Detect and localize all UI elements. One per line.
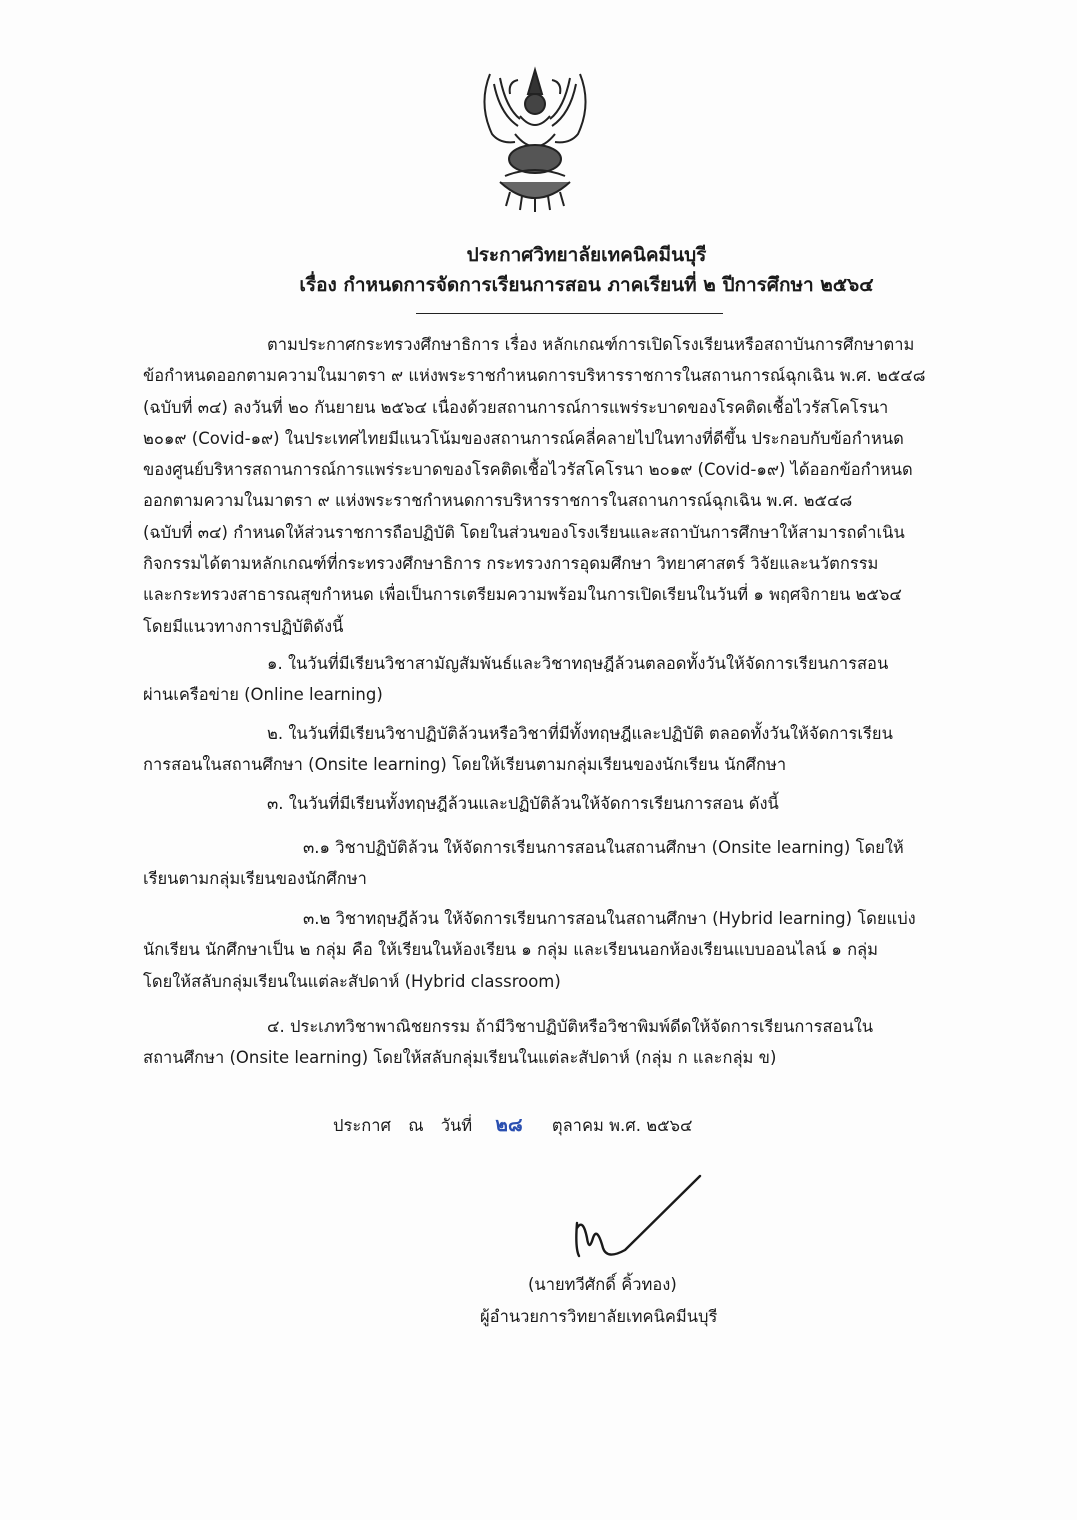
- text-line: สถานศึกษา (Onsite learning) โดยให้สลับกลุ่มเรียนในแต่ละสัปดาห์ (กลุ่ม ก และกลุ่ม ข): [143, 1048, 777, 1068]
- item-3-2: [143, 903, 948, 997]
- item-4: [143, 1011, 948, 1074]
- item-2: [143, 718, 948, 781]
- text-line: ออกตามความในมาตรา ๙ แห่งพระราชกำหนดการบริหารราชการในสถานการณ์ฉุกเฉิน พ.ศ. ๒๕๔๘: [143, 491, 853, 511]
- text-line: ๓.๒ วิชาทฤษฎีล้วน ให้จัดการเรียนการสอนในสถานศึกษา (Hybrid learning) โดยแบ่ง: [303, 909, 916, 928]
- signer-name: (นายทวีศักดิ์ คิ้วทอง): [528, 1275, 677, 1294]
- item-3: [143, 788, 948, 819]
- signer-position: ผู้อำนวยการวิทยาลัยเทคนิคมีนบุรี: [480, 1307, 718, 1326]
- document-title: ประกาศวิทยาลัยเทคนิคมีนบุรี: [466, 244, 707, 266]
- intro-paragraph: [143, 329, 948, 642]
- document-subject: เรื่อง กำหนดการจัดการเรียนการสอน ภาคเรียนที่ ๒ ปีการศึกษา ๒๕๖๔: [299, 274, 874, 296]
- date-at: ณ: [408, 1116, 424, 1135]
- text-line: (ฉบับที่ ๓๔) กำหนดให้ส่วนราชการถือปฏิบัติ โดยในส่วนของโรงเรียนและสถาบันการศึกษาให้สามารถดำเนิน: [143, 522, 905, 542]
- text-line: (ฉบับที่ ๓๔) ลงวันที่ ๒๐ กันยายน ๒๕๖๔ เนื่องด้วยสถานการณ์การแพร่ระบาดของโรคติดเชื้อไวรัสโคโรนา: [143, 397, 889, 417]
- signature-icon: [565, 1168, 705, 1268]
- text-line: การสอนในสถานศึกษา (Onsite learning) โดยให้เรียนตามกลุ่มเรียนของนักเรียน นักศึกษา: [143, 755, 787, 775]
- text-line: ๔. ประเภทวิชาพาณิชยกรรม ถ้ามีวิชาปฏิบัติหรือวิชาพิมพ์ดีดให้จัดการเรียนการสอนใน: [267, 1017, 874, 1036]
- text-line: ๒. ในวันที่มีเรียนวิชาปฏิบัติล้วนหรือวิชาที่มีทั้งทฤษฎีและปฏิบัติ ตลอดทั้งวันให้จัดการเรียน: [267, 724, 893, 743]
- text-line: ของศูนย์บริหารสถานการณ์การแพร่ระบาดของโรคติดเชื้อไวรัสโคโรนา ๒๐๑๙ (Covid-๑๙) ได้ออกข้อกำหนด: [143, 460, 913, 480]
- date-day-label: วันที่: [440, 1116, 473, 1135]
- text-line: โดยมีแนวทางการปฏิบัติดังนี้: [143, 616, 344, 636]
- text-line: ๒๐๑๙ (Covid-๑๙) ในประเทศไทยมีแนวโน้มของสถานการณ์คลี่คลายไปในทางที่ดีขึ้น ประกอบกับข้อกำหนด: [143, 428, 904, 448]
- text-line: ตามประกาศกระทรวงศึกษาธิการ เรื่อง หลักเกณฑ์การเปิดโรงเรียนหรือสถาบันการศึกษาตาม: [267, 335, 915, 354]
- text-line: โดยให้สลับกลุ่มเรียนในแต่ละสัปดาห์ (Hybrid classroom): [143, 971, 561, 991]
- date-month-year: ตุลาคม พ.ศ. ๒๕๖๔: [551, 1116, 693, 1135]
- date-day-handwritten: ๒๘: [495, 1114, 523, 1136]
- item-1: [143, 648, 948, 711]
- text-line: นักเรียน นักศึกษาเป็น ๒ กลุ่ม คือ ให้เรียนในห้องเรียน ๑ กลุ่ม และเรียนนอกห้องเรียนแบบออนไลน์ ๑ กลุ่ม: [143, 940, 879, 960]
- text-line: ๓. ในวันที่มีเรียนทั้งทฤษฎีล้วนและปฏิบัติล้วนให้จัดการเรียนการสอน ดังนี้: [267, 794, 779, 813]
- text-line: กิจกรรมได้ตามหลักเกณฑ์ที่กระทรวงศึกษาธิการ กระทรวงการอุดมศึกษา วิทยาศาสตร์ วิจัยและนวัตกรรม: [143, 554, 879, 574]
- item-3-1: [143, 832, 948, 895]
- date-prefix: ประกาศ: [333, 1116, 391, 1135]
- announcement-date: [333, 1110, 705, 1140]
- text-line: ๑. ในวันที่มีเรียนวิชาสามัญสัมพันธ์และวิชาทฤษฎีล้วนตลอดทั้งวันให้จัดการเรียนการสอน: [267, 654, 889, 673]
- text-line: เรียนตามกลุ่มเรียนของนักศึกษา: [143, 869, 367, 889]
- text-line: ข้อกำหนดออกตามความในมาตรา ๙ แห่งพระราชกำหนดการบริหารราชการในสถานการณ์ฉุกเฉิน พ.ศ. ๒๕๔๘: [143, 366, 926, 386]
- title-underline: [416, 313, 723, 314]
- garuda-emblem-icon: [470, 64, 600, 214]
- text-line: ๓.๑ วิชาปฏิบัติล้วน ให้จัดการเรียนการสอนในสถานศึกษา (Onsite learning) โดยให้: [303, 838, 904, 857]
- text-line: ผ่านเครือข่าย (Online learning): [143, 685, 383, 705]
- text-line: และกระทรวงสาธารณสุขกำหนด เพื่อเป็นการเตรียมความพร้อมในการเปิดเรียนในวันที่ ๑ พฤศจิกายน ๒๕๖๔: [143, 585, 902, 605]
